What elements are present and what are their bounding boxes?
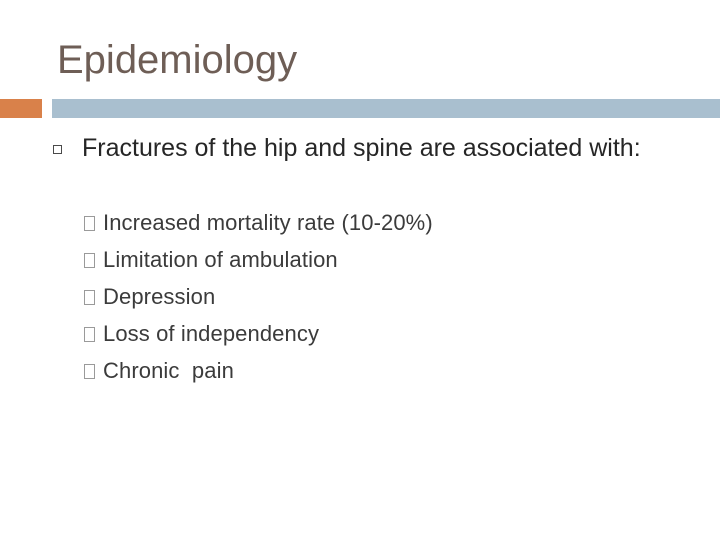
sub-bullet-text: Increased mortality rate (10-20%) (103, 209, 433, 235)
missing-glyph-box-icon (84, 253, 95, 268)
sub-bullet-text: Loss of independency (103, 320, 320, 346)
missing-glyph-box-icon (84, 216, 95, 231)
sub-bullet-text: Limitation of ambulation (103, 246, 338, 272)
missing-glyph-box-icon (84, 364, 95, 379)
sub-bullet-list (84, 204, 433, 389)
sub-bullet-item (84, 204, 433, 241)
sub-bullet-text: Depression (103, 283, 216, 309)
sub-bullet-item (84, 278, 433, 315)
missing-glyph-box-icon (84, 290, 95, 305)
main-bullet-text: Fractures of the hip and spine are associated with: (82, 134, 641, 162)
sub-bullet-item (84, 241, 433, 278)
title-divider-bar (52, 99, 720, 118)
hollow-square-bullet-icon (53, 145, 62, 154)
sub-bullet-text: Chronic pain (103, 357, 234, 383)
title-accent-bar (0, 99, 42, 118)
sub-bullet-item (84, 315, 433, 352)
slide-title: Epidemiology (57, 38, 298, 82)
missing-glyph-box-icon (84, 327, 95, 342)
sub-bullet-item (84, 352, 433, 389)
